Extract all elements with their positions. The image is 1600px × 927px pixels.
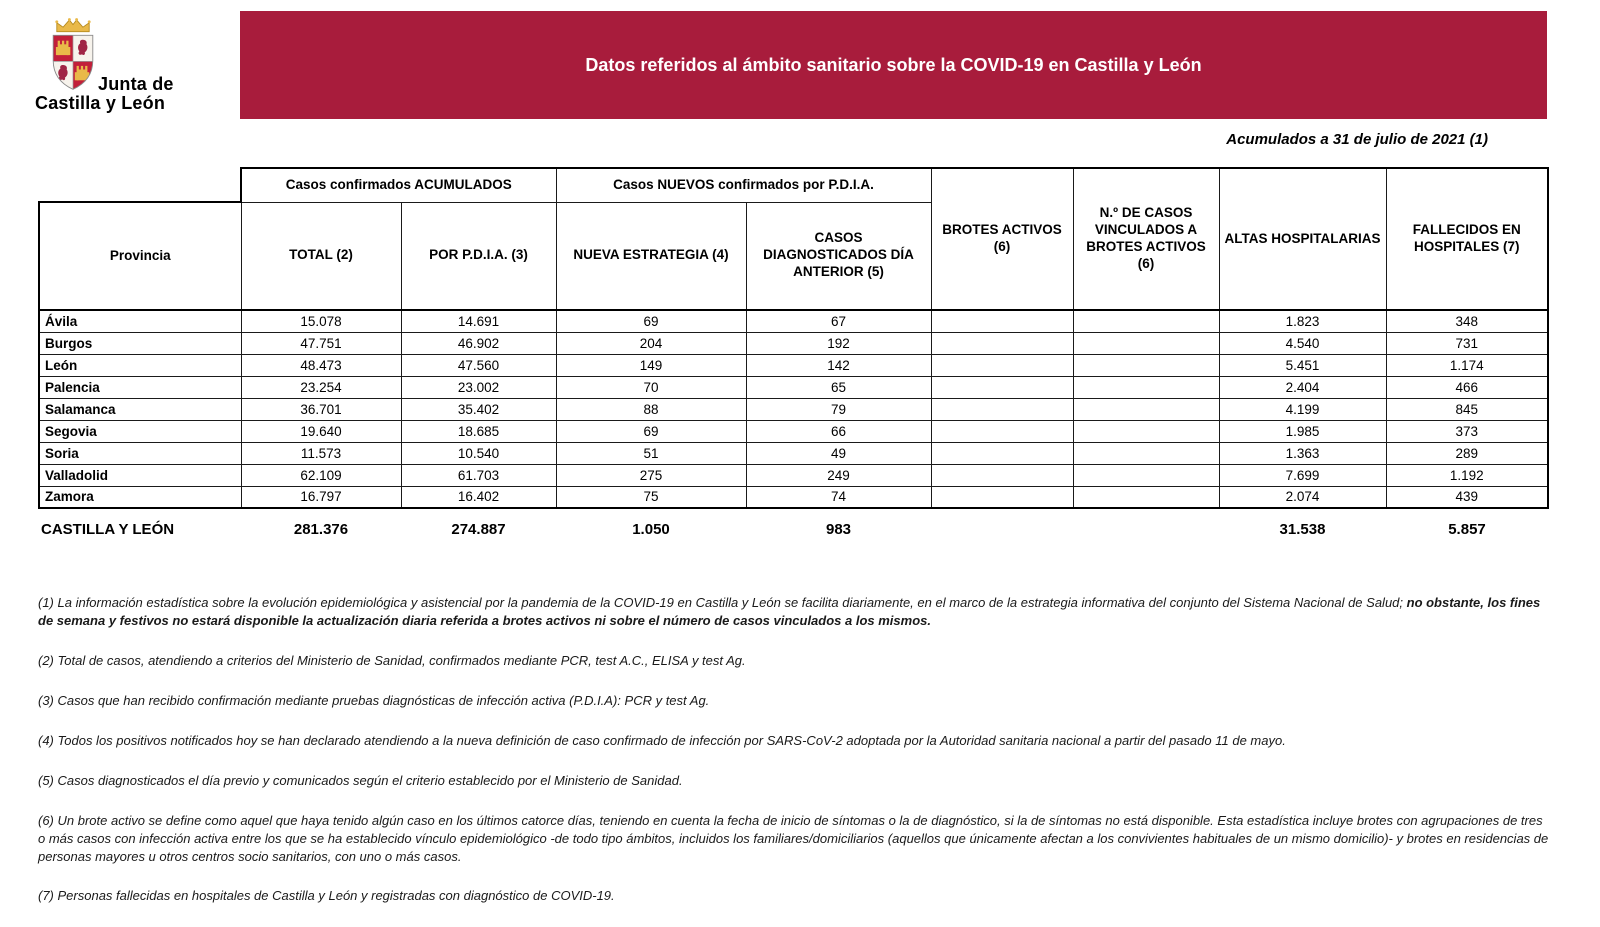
col-header-casos-diagnosticados: CASOS DIAGNOSTICADOS DÍA ANTERIOR (5) <box>746 202 931 310</box>
table-row <box>39 464 1548 486</box>
col-header-fallecidos: FALLECIDOS EN HOSPITALES (7) <box>1386 168 1548 310</box>
col-header-por-pdia: POR P.D.I.A. (3) <box>401 202 556 310</box>
value-cell: 289 <box>1386 442 1548 464</box>
title-banner <box>240 11 1547 119</box>
col-header-nueva-estrategia: NUEVA ESTRATEGIA (4) <box>556 202 746 310</box>
value-cell: 66 <box>746 420 931 442</box>
total-row-value: 274.887 <box>451 520 506 538</box>
province-cell: Segovia <box>39 420 241 442</box>
total-row-value <box>1073 508 1219 542</box>
value-cell: 62.109 <box>241 464 401 486</box>
value-cell <box>1073 310 1219 332</box>
logo-text-line1: Junta de <box>98 74 174 94</box>
table-row <box>39 376 1548 398</box>
value-cell: 275 <box>556 464 746 486</box>
value-cell: 1.985 <box>1219 420 1386 442</box>
total-row-value: 31.538 <box>1279 520 1326 538</box>
value-cell: 15.078 <box>241 310 401 332</box>
value-cell: 69 <box>556 310 746 332</box>
total-row-value: 983 <box>825 520 852 538</box>
value-cell: 75 <box>556 486 746 508</box>
value-cell: 1.823 <box>1219 310 1386 332</box>
table-row <box>39 398 1548 420</box>
value-cell <box>931 376 1073 398</box>
value-cell: 1.174 <box>1386 354 1548 376</box>
value-cell <box>931 442 1073 464</box>
value-cell: 23.254 <box>241 376 401 398</box>
value-cell: 35.402 <box>401 398 556 420</box>
value-cell: 2.404 <box>1219 376 1386 398</box>
total-row-value <box>931 508 1073 542</box>
footnote: (7) Personas fallecidas en hospitales de Castilla y León y registradas con diagnóstico de COVID-19. <box>38 888 615 904</box>
table-row <box>39 310 1548 332</box>
date-note: Acumulados a 31 de julio de 2021 (1) <box>1226 131 1488 148</box>
value-cell <box>1073 442 1219 464</box>
value-cell: 88 <box>556 398 746 420</box>
table-row <box>39 486 1548 508</box>
group-header-acumulados: Casos confirmados ACUMULADOS <box>241 168 556 202</box>
value-cell: 142 <box>746 354 931 376</box>
value-cell: 46.902 <box>401 332 556 354</box>
value-cell: 14.691 <box>401 310 556 332</box>
value-cell: 67 <box>746 310 931 332</box>
province-cell: Burgos <box>39 332 241 354</box>
value-cell: 65 <box>746 376 931 398</box>
value-cell: 731 <box>1386 332 1548 354</box>
value-cell: 1.192 <box>1386 464 1548 486</box>
province-cell: Soria <box>39 442 241 464</box>
total-row <box>39 508 1548 542</box>
value-cell: 845 <box>1386 398 1548 420</box>
value-cell: 51 <box>556 442 746 464</box>
col-header-total: TOTAL (2) <box>241 202 401 310</box>
value-cell: 19.640 <box>241 420 401 442</box>
total-row-value: 1.050 <box>632 520 670 538</box>
value-cell: 36.701 <box>241 398 401 420</box>
value-cell <box>931 420 1073 442</box>
value-cell <box>1073 398 1219 420</box>
value-cell: 7.699 <box>1219 464 1386 486</box>
footnote: (3) Casos que han recibido confirmación mediante pruebas diagnósticas de infección activa (P.D.I.A): PCR y test Ag. <box>38 692 710 708</box>
value-cell: 348 <box>1386 310 1548 332</box>
value-cell: 5.451 <box>1219 354 1386 376</box>
footnote: (1) La información estadística sobre la evolución epidemiológica y asistencial por la pandemia de la COVID-19 en Castilla y León se facilita diariamente, en el marco de la estrategia informativa del conjunto del Sistema Nacional de Salud; no obstante, los fines de semana y festivos no estará disponible la actualización diaria referida a brotes activos ni sobre el número de casos vinculados a los mismos. <box>38 595 1541 628</box>
value-cell <box>1073 376 1219 398</box>
value-cell: 10.540 <box>401 442 556 464</box>
value-cell: 149 <box>556 354 746 376</box>
value-cell <box>1073 486 1219 508</box>
page-title: Datos referidos al ámbito sanitario sobre la COVID-19 en Castilla y León <box>585 54 1202 75</box>
table-row <box>39 420 1548 442</box>
value-cell: 249 <box>746 464 931 486</box>
value-cell: 70 <box>556 376 746 398</box>
value-cell: 16.402 <box>401 486 556 508</box>
junta-logo <box>0 0 230 130</box>
value-cell <box>931 464 1073 486</box>
header-spacer <box>39 168 241 202</box>
value-cell: 23.002 <box>401 376 556 398</box>
province-cell: Valladolid <box>39 464 241 486</box>
value-cell <box>931 398 1073 420</box>
value-cell: 192 <box>746 332 931 354</box>
value-cell <box>1073 332 1219 354</box>
value-cell: 74 <box>746 486 931 508</box>
col-header-provincia: Provincia <box>39 202 241 310</box>
table-row <box>39 442 1548 464</box>
value-cell <box>931 332 1073 354</box>
value-cell: 49 <box>746 442 931 464</box>
value-cell: 47.751 <box>241 332 401 354</box>
col-header-casos-vinculados: N.º DE CASOS VINCULADOS A BROTES ACTIVOS (6) <box>1073 168 1219 310</box>
value-cell: 204 <box>556 332 746 354</box>
footnote: (5) Casos diagnosticados el día previo y comunicados según el criterio establecido por el Ministerio de Sanidad. <box>38 772 683 788</box>
province-cell: Palencia <box>39 376 241 398</box>
footnotes <box>38 594 1550 927</box>
value-cell <box>931 486 1073 508</box>
value-cell <box>1073 464 1219 486</box>
col-header-altas-hospitalarias: ALTAS HOSPITALARIAS <box>1219 168 1386 310</box>
value-cell: 47.560 <box>401 354 556 376</box>
table-row <box>39 332 1548 354</box>
value-cell: 2.074 <box>1219 486 1386 508</box>
value-cell <box>1073 354 1219 376</box>
logo-text-line2: Castilla y León <box>35 93 166 113</box>
total-row-value: 281.376 <box>293 520 349 538</box>
total-row-label: CASTILLA Y LEÓN <box>41 520 175 538</box>
total-row-value: 5.857 <box>1448 520 1486 538</box>
group-header-nuevos-pdia: Casos NUEVOS confirmados por P.D.I.A. <box>556 168 931 202</box>
value-cell: 373 <box>1386 420 1548 442</box>
value-cell: 466 <box>1386 376 1548 398</box>
footnote: (6) Un brote activo se define como aquel que haya tenido algún caso en los últimos catorce días, teniendo en cuenta la fecha de inicio de síntomas o la de diagnóstico, si la de síntomas no está disponible. Esta estadística incluye brotes con agrupaciones de tres o más casos con infección activa entre los que se ha establecido vínculo epidemiológico -de todo tipo ámbitos, incluidos los familiares/domiciliarios (aquellos que únicamente afectan a los convivientes habituales de un mismo domicilio)- y brotes en residencias de personas mayores u otros centros socio sanitarios, con uno o más casos. <box>38 812 1549 864</box>
value-cell <box>1073 420 1219 442</box>
value-cell: 4.540 <box>1219 332 1386 354</box>
value-cell: 48.473 <box>241 354 401 376</box>
value-cell: 16.797 <box>241 486 401 508</box>
footnote: (2) Total de casos, atendiendo a criterios del Ministerio de Sanidad, confirmados mediante PCR, test A.C., ELISA y test Ag. <box>38 652 746 668</box>
coat-of-arms-icon <box>46 16 100 96</box>
col-header-brotes-activos: BROTES ACTIVOS (6) <box>931 168 1073 310</box>
province-cell: Zamora <box>39 486 241 508</box>
value-cell <box>931 354 1073 376</box>
value-cell: 18.685 <box>401 420 556 442</box>
value-cell: 11.573 <box>241 442 401 464</box>
province-cell: Salamanca <box>39 398 241 420</box>
covid-data-table <box>38 167 1549 542</box>
value-cell: 79 <box>746 398 931 420</box>
value-cell: 69 <box>556 420 746 442</box>
province-cell: León <box>39 354 241 376</box>
value-cell: 61.703 <box>401 464 556 486</box>
province-cell: Ávila <box>39 310 241 332</box>
footnote: (4) Todos los positivos notificados hoy se han declarado atendiendo a la nueva definición de caso confirmado de infección por SARS-CoV-2 adoptada por la Autoridad sanitaria nacional a partir del pasado 11 de mayo. <box>38 732 1286 748</box>
table-row <box>39 354 1548 376</box>
value-cell: 439 <box>1386 486 1548 508</box>
value-cell <box>931 310 1073 332</box>
value-cell: 4.199 <box>1219 398 1386 420</box>
value-cell: 1.363 <box>1219 442 1386 464</box>
